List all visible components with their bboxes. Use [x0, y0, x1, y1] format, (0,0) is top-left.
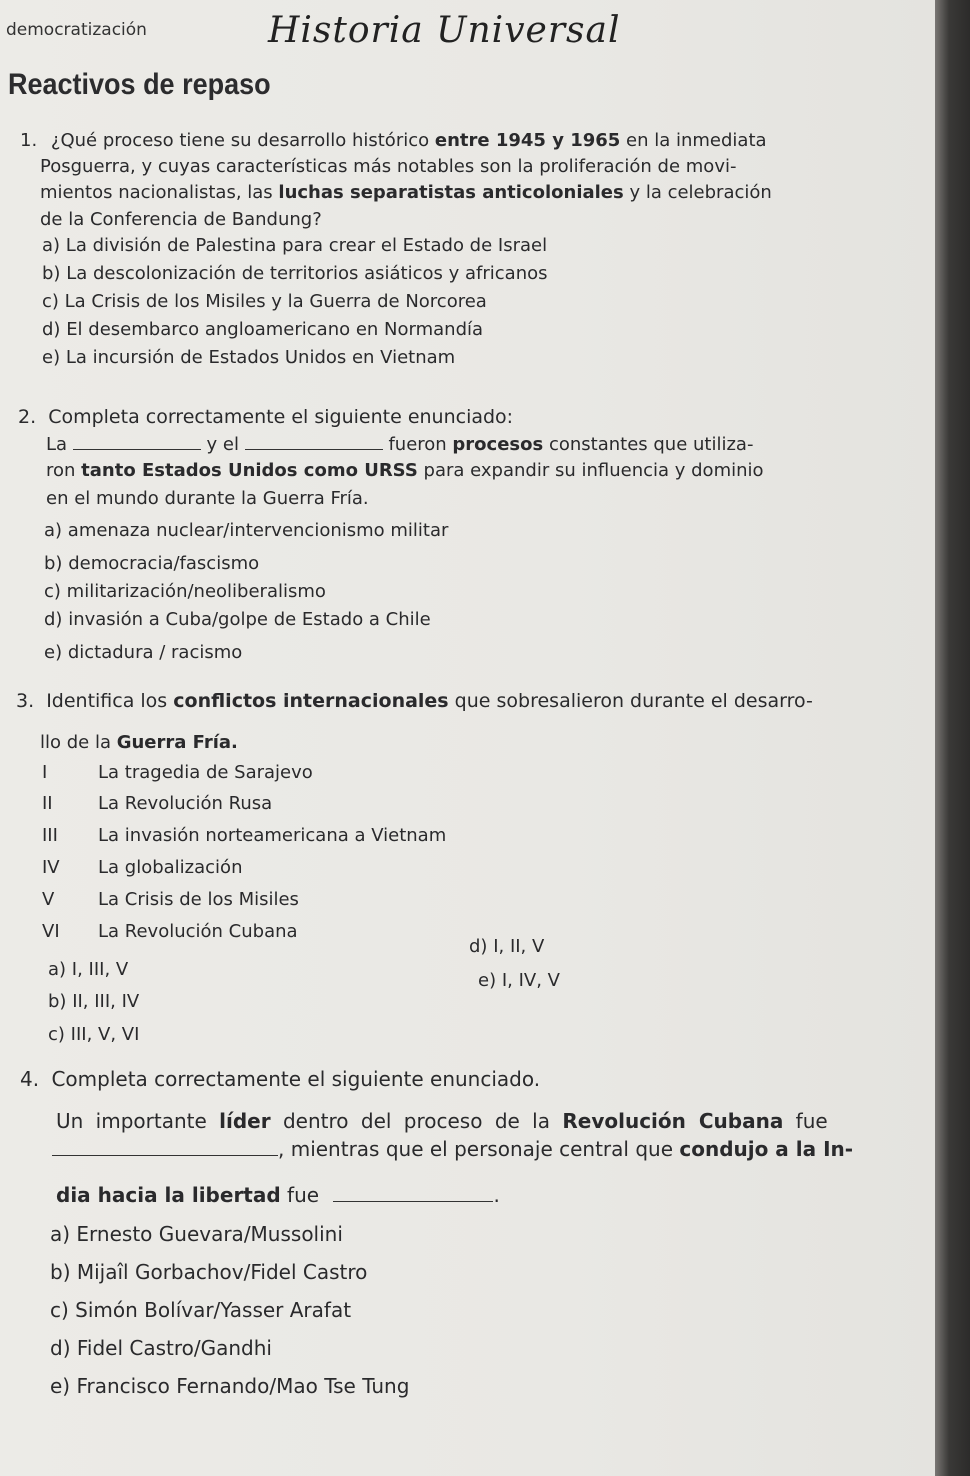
- option-text: democracia/fascismo: [68, 553, 260, 574]
- q1-line-2: Posguerra, y cuyas características más notables son la proliferación de movi-: [40, 156, 737, 177]
- option-letter: b): [44, 553, 63, 574]
- q4-text: fue: [280, 1183, 320, 1207]
- option-text: Mijaîl Gorbachov/Fidel Castro: [76, 1260, 368, 1284]
- option-text: Ernesto Guevara/Mussolini: [76, 1222, 343, 1246]
- q3-item-6: [42, 921, 298, 942]
- q1-line-4: de la Conferencia de Bandung?: [40, 209, 322, 230]
- q4-line-1: [20, 1066, 540, 1092]
- q2-text: y el: [206, 434, 239, 455]
- q2-number: 2.: [18, 406, 37, 428]
- q1-option-d[interactable]: [42, 319, 483, 340]
- item-text: La tragedia de Sarajevo: [98, 762, 313, 783]
- q1-number: 1.: [20, 130, 38, 151]
- roman-numeral: III: [42, 825, 58, 846]
- q4-bold-freedom: dia hacia la libertad: [56, 1183, 281, 1207]
- q4-line-4: [56, 1182, 500, 1208]
- q1-option-a[interactable]: [42, 235, 547, 256]
- q4-option-c[interactable]: [50, 1298, 351, 1322]
- item-text: La Crisis de los Misiles: [98, 889, 299, 910]
- option-letter: a): [48, 959, 67, 980]
- q1-text: ¿Qué proceso tiene su desarrollo histórico: [50, 130, 435, 151]
- q3-number: 3.: [16, 690, 35, 712]
- q2-prompt: [18, 404, 513, 430]
- q2-option-e[interactable]: [44, 642, 242, 663]
- q3-option-a[interactable]: [48, 959, 128, 980]
- option-text: Francisco Fernando/Mao Tse Tung: [76, 1374, 410, 1398]
- option-letter: d): [44, 609, 63, 630]
- option-letter: c): [44, 581, 61, 602]
- q2-line-4: en el mundo durante la Guerra Fría.: [46, 488, 369, 509]
- q1-option-c[interactable]: [42, 291, 487, 312]
- item-text: La Revolución Rusa: [98, 793, 273, 814]
- section-title: Reactivos de repaso: [8, 68, 271, 101]
- option-letter: d): [42, 319, 61, 340]
- header-top-text: democratización: [6, 20, 147, 40]
- q4-number: 4.: [20, 1067, 40, 1091]
- option-text: La Crisis de los Misiles y la Guerra de Norcorea: [64, 291, 487, 312]
- q4-line-2: [56, 1108, 828, 1134]
- q3-bold-coldwar: Guerra Fría.: [116, 732, 238, 753]
- option-letter: d): [469, 936, 488, 957]
- q3-bold-conflicts: conflictos internacionales: [173, 690, 449, 712]
- q2-bold-actors: tanto Estados Unidos como URSS: [81, 460, 418, 481]
- q3-option-e[interactable]: [478, 970, 560, 991]
- q1-text: mientos nacionalistas, las: [40, 182, 279, 203]
- option-letter: b): [50, 1260, 71, 1284]
- q4-option-d[interactable]: [50, 1336, 272, 1360]
- q3-item-5: [42, 889, 299, 910]
- option-text: La descolonización de territorios asiáticos y africanos: [66, 263, 548, 284]
- option-letter: c): [48, 1024, 65, 1045]
- option-letter: b): [48, 991, 67, 1012]
- q4-text: fue: [783, 1109, 828, 1133]
- roman-numeral: IV: [42, 857, 60, 878]
- q2-blank-2[interactable]: [245, 435, 383, 450]
- q4-option-e[interactable]: [50, 1374, 409, 1398]
- q4-blank-2[interactable]: [333, 1187, 493, 1202]
- item-text: La invasión norteamericana a Vietnam: [98, 825, 447, 846]
- item-text: La globalización: [98, 857, 243, 878]
- q2-text: ron: [46, 460, 82, 481]
- q2-option-a[interactable]: [44, 520, 448, 541]
- option-letter: c): [42, 291, 59, 312]
- q1-text: en la inmediata: [620, 130, 767, 151]
- q2-line-3: [46, 458, 764, 484]
- q4-blank-1[interactable]: [52, 1141, 278, 1156]
- q4-line-3: [52, 1136, 853, 1162]
- roman-numeral: II: [42, 793, 53, 814]
- q3-item-1: [42, 762, 313, 783]
- q1-line-1: [20, 128, 767, 154]
- option-text: El desembarco angloamericano en Normandía: [66, 319, 484, 340]
- option-letter: a): [50, 1222, 71, 1246]
- option-text: amenaza nuclear/intervencionismo militar: [67, 520, 449, 541]
- option-text: dictadura / racismo: [67, 642, 243, 663]
- q2-bold-processes: procesos: [452, 434, 544, 455]
- option-letter: b): [42, 263, 61, 284]
- option-letter: e): [50, 1374, 71, 1398]
- q3-item-2: [42, 793, 272, 814]
- roman-numeral: VI: [42, 921, 60, 942]
- option-letter: e): [44, 642, 63, 663]
- q1-option-e[interactable]: [42, 347, 455, 368]
- q3-text: llo de la: [40, 732, 117, 753]
- q4-text: .: [493, 1183, 500, 1207]
- q3-option-c[interactable]: [48, 1024, 139, 1045]
- q4-bold-india: condujo a la In-: [679, 1137, 854, 1161]
- q1-bold-dates: entre 1945 y 1965: [434, 130, 621, 151]
- q2-text: para expandir su influencia y dominio: [417, 460, 764, 481]
- option-text: La incursión de Estados Unidos en Vietnam: [65, 347, 456, 368]
- roman-numeral: I: [42, 762, 48, 783]
- option-text: Simón Bolívar/Yasser Arafat: [75, 1298, 352, 1322]
- option-text: II, III, IV: [72, 991, 140, 1012]
- item-text: La Revolución Cubana: [98, 921, 298, 942]
- option-text: invasión a Cuba/golpe de Estado a Chile: [68, 609, 431, 630]
- option-text: III, V, VI: [70, 1024, 140, 1045]
- q4-text: Completa correctamente el siguiente enunciado.: [51, 1067, 541, 1091]
- q2-option-b[interactable]: [44, 553, 259, 574]
- q1-text: y la celebración: [623, 182, 772, 203]
- q4-text: dentro del proceso de la: [270, 1109, 563, 1133]
- roman-numeral: V: [42, 889, 55, 910]
- q1-line-3: [40, 180, 772, 206]
- option-letter: d): [50, 1336, 71, 1360]
- q3-item-3: [42, 825, 446, 846]
- q1-option-b[interactable]: [42, 263, 548, 284]
- option-letter: a): [44, 520, 63, 541]
- option-text: militarización/neoliberalismo: [66, 581, 326, 602]
- option-letter: e): [42, 347, 61, 368]
- q3-line-1: [16, 688, 813, 714]
- q4-bold-revolution: Revolución Cubana: [562, 1109, 784, 1133]
- q3-option-b[interactable]: [48, 991, 139, 1012]
- q3-item-4: [42, 857, 242, 878]
- option-letter: a): [42, 235, 61, 256]
- q2-text: La: [46, 434, 68, 455]
- q4-bold-leader: líder: [219, 1109, 271, 1133]
- handwritten-title: Historia Universal: [268, 10, 621, 51]
- option-letter: e): [478, 970, 497, 991]
- q4-option-a[interactable]: [50, 1222, 343, 1246]
- q3-text: Identifica los: [46, 690, 174, 712]
- option-text: I, II, V: [493, 936, 545, 957]
- q3-line-2: [40, 730, 238, 756]
- q3-text: que sobresalieron durante el desarro-: [448, 690, 813, 712]
- option-text: Fidel Castro/Gandhi: [76, 1336, 272, 1360]
- q4-option-b[interactable]: [50, 1260, 367, 1284]
- q2-line-2: [46, 432, 753, 458]
- q1-bold-struggles: luchas separatistas anticoloniales: [278, 182, 624, 203]
- option-letter: c): [50, 1298, 69, 1322]
- q4-text: Un importante: [56, 1109, 220, 1133]
- q3-option-d[interactable]: [469, 936, 544, 957]
- q2-text: fueron: [388, 434, 453, 455]
- q4-text: , mientras que el personaje central que: [278, 1137, 680, 1161]
- page-edge-shadow: [935, 0, 970, 1476]
- option-text: La división de Palestina para crear el Estado de Israel: [65, 235, 548, 256]
- q2-option-c[interactable]: [44, 581, 326, 602]
- q2-prompt-text: Completa correctamente el siguiente enunciado:: [48, 406, 514, 428]
- q2-blank-1[interactable]: [73, 435, 201, 450]
- q2-option-d[interactable]: [44, 609, 431, 630]
- q2-text: constantes que utiliza-: [543, 434, 754, 455]
- option-text: I, IV, V: [501, 970, 560, 991]
- option-text: I, III, V: [71, 959, 129, 980]
